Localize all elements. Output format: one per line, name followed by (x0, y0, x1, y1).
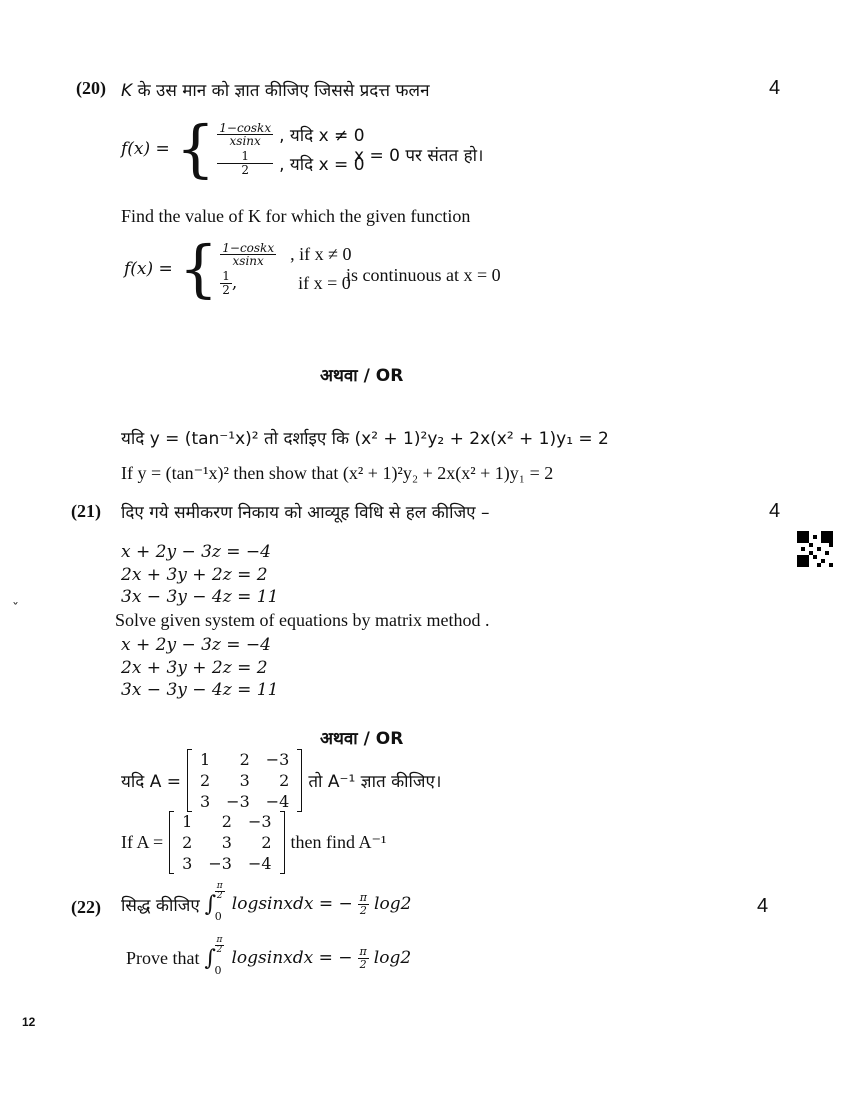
piecewise-function-english (124, 232, 352, 305)
matrix-cell: 3 (199, 792, 211, 811)
numerator: 1 (217, 150, 273, 164)
matrix-cell: 1 (182, 812, 193, 831)
denominator: 2 (241, 162, 249, 177)
numerator: π (216, 935, 223, 945)
matrix-cell: 2 (221, 812, 232, 831)
or-divider: अथवा / OR (320, 366, 404, 386)
integral-sign: ∫ (204, 946, 216, 971)
marks: 4 (769, 500, 781, 522)
matrix-cell: −4 (247, 854, 272, 873)
fraction (220, 242, 276, 268)
denominator: xsinx (232, 254, 264, 269)
piecewise-function-hindi (121, 112, 365, 185)
equation: 2x + 3y + 2z = 2 (121, 657, 268, 678)
fraction-half (220, 270, 232, 296)
upper-limit (215, 882, 225, 902)
function-label: f(x) = (121, 139, 170, 159)
matrix-a (169, 811, 284, 874)
question-text-english: Find the value of K for which the given function (121, 206, 471, 226)
prove-label: सिद्ध कीजिए (121, 895, 200, 916)
equation: x + 2y − 3z = −4 (121, 542, 271, 562)
numerator: π (359, 944, 367, 958)
variable-k: K (121, 81, 133, 101)
integral-sign: ∫ (204, 892, 217, 917)
matrix-cell: −4 (265, 792, 290, 811)
integrand: logsinxdx = − (231, 948, 353, 968)
matrix-cell: 2 (279, 771, 290, 790)
lower-limit: 0 (214, 964, 222, 977)
question-number: (22) (71, 897, 101, 917)
margin-mark: ˇ (12, 601, 19, 617)
question-text-hindi: दिए गये समीकरण निकाय को आव्यूह विधि से हल कीजिए – (121, 503, 490, 523)
equation: 3x − 3y − 4z = 11 (121, 680, 279, 700)
matrix-cell: −3 (226, 792, 250, 811)
prove-label: Prove that (126, 947, 200, 968)
integrand: logsinxdx = − (231, 894, 353, 914)
equation: 3x − 3y − 4z = 11 (121, 587, 279, 607)
marks: 4 (757, 895, 769, 917)
matrix-cell: −3 (208, 854, 232, 873)
log-term: log2 (374, 894, 412, 914)
qr-code-pattern (797, 531, 833, 567)
left-brace: { (175, 112, 216, 185)
numerator: π (359, 890, 368, 904)
case-condition: if x = 0 (298, 272, 351, 293)
case-condition: , if x ≠ 0 (290, 244, 352, 265)
matrix-grid (174, 811, 279, 874)
denominator: 2 (222, 282, 230, 297)
function-label: f(x) = (124, 259, 173, 279)
label: If A = (121, 832, 164, 852)
or-divider: अथवा / OR (320, 729, 404, 749)
fraction (217, 122, 273, 148)
equation-system (121, 541, 278, 609)
definite-integral (205, 882, 227, 926)
numerator: π (216, 881, 223, 891)
question-text-english: Solve given system of equations by matrix method . (115, 610, 490, 630)
matrix-question-english (121, 811, 386, 874)
equation: x + 2y − 3z = −4 (121, 635, 271, 655)
denominator: 2 (359, 957, 367, 971)
matrix-cell: 2 (261, 833, 272, 852)
numerator: 1−coskx (219, 120, 272, 135)
question-number: (21) (71, 501, 101, 521)
matrix-grid (192, 749, 297, 812)
numerator: 1 (222, 269, 230, 283)
matrix-cell: 2 (239, 750, 250, 769)
numerator: 1−coskx (222, 240, 275, 255)
denominator: 2 (216, 945, 223, 956)
fraction-half (217, 150, 273, 176)
integral-statement-english (126, 936, 411, 980)
denominator: xsinx (229, 134, 261, 149)
label: यदि A = (121, 772, 181, 792)
equation: 2x + 3y + 2z = 2 (121, 564, 268, 585)
integral-statement-hindi (121, 882, 411, 926)
matrix-cell: 1 (199, 750, 211, 769)
question-text-hindi (121, 78, 430, 101)
left-brace: { (178, 232, 219, 305)
case-condition: , यदि x ≠ 0 (279, 126, 365, 147)
comma: , (231, 273, 238, 294)
matrix-cell: 2 (182, 833, 193, 852)
lower-limit: 0 (214, 910, 222, 923)
cases (217, 122, 364, 176)
denominator: 2 (216, 891, 223, 902)
matrix-cell: 3 (239, 771, 250, 790)
matrix-cell: 3 (221, 833, 232, 852)
coefficient (358, 946, 369, 970)
matrix-a (187, 749, 302, 812)
definite-integral (205, 936, 227, 980)
continuity-text-hindi: x = 0 पर संतत हो। (354, 146, 484, 166)
continuity-text-english: is continuous at x = 0 (346, 265, 501, 285)
log-term: log2 (373, 948, 412, 968)
coefficient (358, 892, 369, 916)
qr-code (797, 531, 833, 567)
upper-limit (215, 936, 225, 956)
marks: 4 (769, 77, 781, 99)
matrix-question-hindi (121, 749, 441, 812)
question-number: (20) (76, 78, 106, 98)
matrix-cell: 3 (182, 854, 193, 873)
matrix-cell: −3 (247, 812, 272, 831)
case-condition: , यदि x = 0 (279, 154, 365, 175)
alternative-question-english: If y = (tan⁻¹x)² then show that (x² + 1)²y₂ + 2x(x² + 1)y₁ = 2 (121, 463, 554, 483)
prompt-hindi: के उस मान को ज्ञात कीजिए जिससे प्रदत्त फलन (137, 81, 430, 101)
alternative-question-hindi: यदि y = (tan⁻¹x)² तो दर्शाइए कि (x² + 1)²y₂ + 2x(x² + 1)y₁ = 2 (121, 429, 609, 449)
cases (220, 242, 351, 296)
label: तो A⁻¹ ज्ञात कीजिए। (308, 772, 442, 792)
label: then find A⁻¹ (290, 832, 387, 852)
equation-system (121, 634, 278, 702)
denominator: 2 (359, 903, 367, 917)
matrix-cell: 2 (199, 771, 211, 790)
page-number: 12 (22, 1015, 36, 1029)
matrix-cell: −3 (265, 750, 290, 769)
